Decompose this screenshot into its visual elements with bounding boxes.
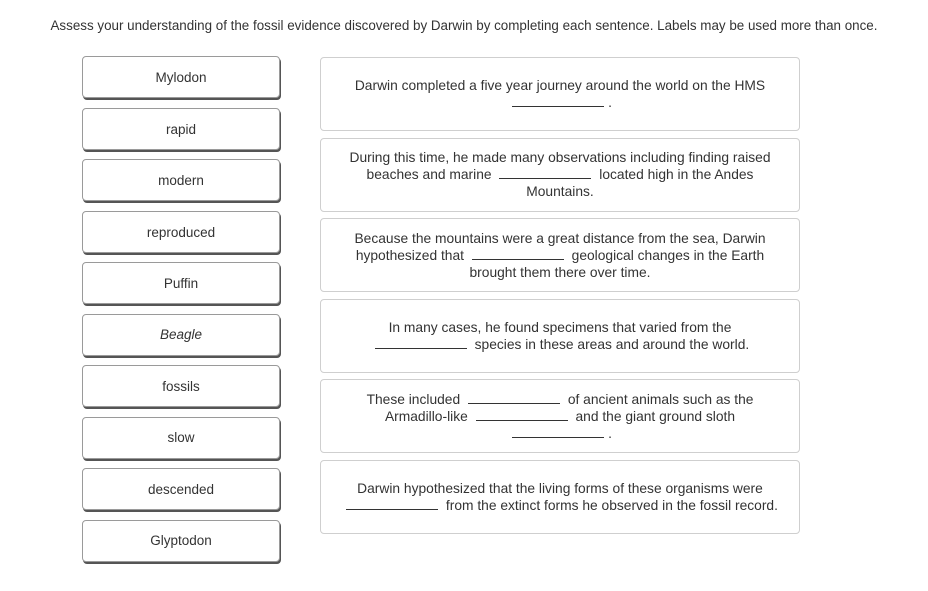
- label-puffin[interactable]: Puffin: [82, 262, 280, 304]
- label-rapid[interactable]: rapid: [82, 108, 280, 150]
- sentence-fragment: species in these areas and around the world.: [474, 336, 750, 352]
- sentence-list: [320, 57, 800, 540]
- label-slow[interactable]: slow: [82, 417, 280, 459]
- sentence-box-4: [320, 299, 800, 373]
- drop-blank[interactable]: [468, 392, 560, 404]
- drop-blank[interactable]: [472, 248, 564, 260]
- label-modern[interactable]: modern: [82, 159, 280, 201]
- sentence-fragment: During this time, he made many observations including finding raised beaches and marine: [349, 150, 771, 182]
- sentence-text: [341, 391, 779, 442]
- label-glyptodon[interactable]: Glyptodon: [82, 520, 280, 562]
- sentence-box-3: [320, 218, 800, 292]
- drop-blank[interactable]: [375, 337, 467, 349]
- label-bank: [82, 56, 280, 571]
- sentence-text: [341, 149, 779, 200]
- label-beagle[interactable]: Beagle: [82, 314, 280, 356]
- instructions-text: Assess your understanding of the fossil evidence discovered by Darwin by completing each sentence. Labels may be used more than once.: [50, 18, 878, 33]
- sentence-fragment: geological changes in the Earth brought them there over time.: [469, 247, 765, 280]
- sentence-box-2: [320, 138, 800, 212]
- sentence-fragment: In many cases, he found specimens that varied from the: [388, 319, 732, 335]
- sentence-text: [341, 230, 779, 281]
- sentence-text: [342, 480, 778, 514]
- sentence-fragment: Darwin hypothesized that the living forms of these organisms were: [357, 480, 763, 496]
- sentence-box-6: [320, 460, 800, 534]
- sentence-fragment: located high in the Andes Mountains.: [526, 167, 754, 199]
- sentence-fragment: Darwin completed a five year journey around the world on the HMS: [354, 78, 766, 93]
- sentence-fragment: These included: [366, 391, 461, 407]
- sentence-fragment: from the extinct forms he observed in the fossil record.: [445, 497, 778, 513]
- label-fossils[interactable]: fossils: [82, 365, 280, 407]
- sentence-box-5: [320, 379, 800, 453]
- sentence-fragment: Because the mountains were a great distance from the sea, Darwin hypothesized that: [354, 230, 766, 263]
- sentence-box-1: [320, 57, 800, 131]
- sentence-fragment: and the giant ground sloth: [575, 408, 736, 424]
- drop-blank[interactable]: [512, 426, 604, 438]
- sentence-fragment: of ancient animals such as the Armadillo-like: [384, 391, 754, 424]
- label-reproduced[interactable]: reproduced: [82, 211, 280, 253]
- sentence-fragment: .: [608, 425, 612, 441]
- sentence-text: [355, 77, 765, 111]
- label-mylodon[interactable]: Mylodon: [82, 56, 280, 98]
- drop-blank[interactable]: [512, 95, 604, 107]
- sentence-fragment: .: [608, 95, 612, 110]
- drop-blank[interactable]: [346, 498, 438, 510]
- drop-blank[interactable]: [499, 167, 591, 179]
- label-descended[interactable]: descended: [82, 468, 280, 510]
- sentence-text: [371, 319, 749, 353]
- drop-blank[interactable]: [476, 409, 568, 421]
